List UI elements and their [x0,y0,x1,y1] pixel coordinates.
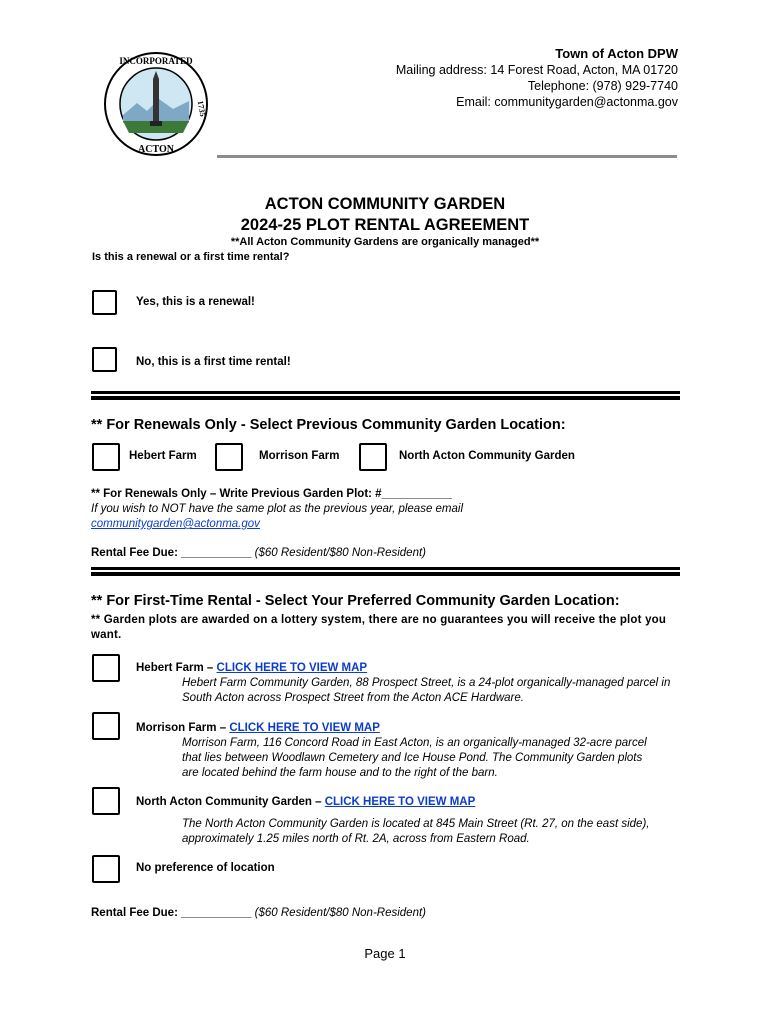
organic-note: **All Acton Community Gardens are organically managed** [230,236,540,248]
north-acton-option-label: North Acton Community Garden – [136,796,325,808]
hebert-renewal-checkbox[interactable] [92,443,120,471]
north-acton-option [136,795,475,810]
morrison-renewal-label: Morrison Farm [259,450,340,462]
north-acton-renewal-label: North Acton Community Garden [399,450,575,462]
previous-plot-field[interactable]: ** For Renewals Only – Write Previous Garden Plot: #___________ [91,488,452,500]
north-acton-checkbox[interactable] [92,787,120,815]
renewal-fee-row [91,546,426,561]
renewal-email-link[interactable]: communitygarden@actonma.gov [91,518,260,530]
lottery-note: ** Garden plots are awarded on a lottery system, there are no guarantees you will receive the plot you want. [91,614,667,641]
north-acton-renewal-checkbox[interactable] [359,443,387,471]
page-number: Page 1 [364,946,406,961]
morrison-renewal-checkbox[interactable] [215,443,243,471]
renewal-checkbox[interactable] [92,290,117,315]
renewals-heading: ** For Renewals Only - Select Previous Community Garden Location: [91,417,566,433]
hebert-option [136,661,367,676]
town-seal-logo [103,51,209,157]
svg-text:ACTON: ACTON [138,144,174,155]
north-acton-map-link[interactable]: CLICK HERE TO VIEW MAP [324,796,476,808]
hebert-option-label: Hebert Farm – [136,662,217,674]
no-preference-checkbox[interactable] [92,855,120,883]
renewal-note: If you wish to NOT have the same plot as the previous year, please email [91,503,464,515]
morrison-map-link[interactable]: CLICK HERE TO VIEW MAP [229,722,380,734]
rental-type-question: Is this a renewal or a first time rental? [92,251,290,263]
section-divider [91,391,680,400]
north-acton-description: The North Acton Community Garden is located at 845 Main Street (Rt. 27, on the east side), approximately 1.25 miles north of Rt. 2A, across from Eastern Road. [182,818,650,845]
morrison-checkbox[interactable] [92,712,120,740]
first-time-heading: ** For First-Time Rental - Select Your Preferred Community Garden Location: [91,593,620,609]
first-time-fee-label[interactable]: Rental Fee Due: ___________ [91,907,252,919]
svg-text:INCORPORATED: INCORPORATED [119,56,193,66]
org-name: Town of Acton DPW [555,46,678,61]
hebert-map-link[interactable]: CLICK HERE TO VIEW MAP [216,662,368,674]
first-time-fee-note: ($60 Resident/$80 Non-Resident) [251,907,426,919]
section-divider [91,567,680,576]
email: Email: communitygarden@actonma.gov [456,95,678,109]
morrison-description: Morrison Farm, 116 Concord Road in East Acton, is an organically-managed 32-acre parcel that lies between Woodlawn Cemetery and Ice House Pond. The Community Garden plots are located behind the farm house and to the right of the barn. [182,737,647,779]
doc-subtitle: 2024-25 PLOT RENTAL AGREEMENT [240,216,530,234]
renewal-option-label: Yes, this is a renewal! [136,296,255,308]
first-time-checkbox[interactable] [92,347,117,372]
no-preference-label: No preference of location [136,862,275,874]
svg-text:1735: 1735 [195,99,208,118]
morrison-option [136,721,380,736]
header-divider [217,155,677,158]
doc-title: ACTON COMMUNITY GARDEN [264,195,506,213]
renewal-fee-note: ($60 Resident/$80 Non-Resident) [251,547,426,559]
mailing-address: Mailing address: 14 Forest Road, Acton, MA 01720 [395,63,678,77]
hebert-description: Hebert Farm Community Garden, 88 Prospect Street, is a 24-plot organically-managed parcel in South Acton across Prospect Street from the Acton ACE Hardware. [182,677,671,704]
hebert-checkbox[interactable] [92,654,120,682]
renewal-fee-label[interactable]: Rental Fee Due: ___________ [91,547,252,559]
morrison-option-label: Morrison Farm – [136,722,230,734]
first-time-fee-row [91,906,426,921]
first-time-option-label: No, this is a first time rental! [136,356,291,368]
telephone: Telephone: (978) 929-7740 [527,79,678,93]
hebert-renewal-label: Hebert Farm [129,450,197,462]
